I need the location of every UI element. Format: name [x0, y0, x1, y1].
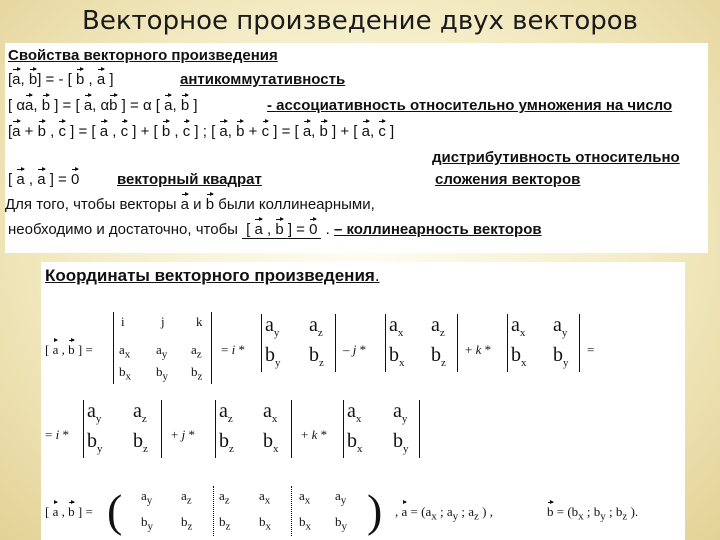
properties-panel	[5, 43, 708, 253]
vector-square-formula: [ a , a ] = 0	[8, 171, 80, 188]
slide-title: Векторное произведение двух векторов	[82, 6, 638, 36]
vector-a-coords: , $a = (a_x$ ; $a_y$ ; $a_z$ ) ,	[395, 504, 493, 523]
vector-square-label: векторный квадрат	[117, 171, 262, 188]
distributive-label-2: сложения векторов	[435, 171, 581, 188]
associative-label: - ассоциативность относительно умножения на число	[267, 97, 673, 114]
coordinates-heading: Координаты векторного произведения.	[45, 266, 380, 285]
collinear-condition-line2: необходимо и достаточно, чтобы [ a , b ] = 0 . – коллинеарность векторов	[8, 221, 542, 238]
associative-formula: [ αa, b ] = [ a, αb ] = α [ a, b ]	[8, 97, 198, 114]
anticommutative-label: антикоммутативность	[180, 71, 346, 88]
properties-heading: Свойства векторного произведения	[8, 47, 278, 64]
anticommutative-formula: [a, b] = - [ b , a ]	[8, 71, 114, 88]
vector-b-coords: $b = (b_x$ ; $b_y$ ; $b_z$ ).	[547, 504, 639, 523]
distributive-formula: [a + b , c ] = [ a , c ] + [ b , c ] ; [ a, b + c ] = [ a, b ] + [ a, c ]	[8, 123, 395, 140]
coordinates-panel: Координаты векторного произведения. [ a , b ] = i j k $a_x$ $a_y$ $a_z$ $b_x$ $b_y$ $b_z$ = i * $a_y$ $a_z$ $b_y$ $b_z$ – j * $a_x$ $a_z$ $b_x$ $b_z$ + k * $a_x$ $a_y$ $b_x$ $b_y$ = = i * $a_y$ $a_z$ $b_y$ $b_z$ + j * $a_z$ $a_x$ $b_z$ $b_x$ + k * $a_x$ $a_y$ $b_x$ $b_y$ [ a , b ] = ( $a_y$ $a_z$ $b_y$ $b_z$ $a_z$ $a_x$ $b_z$ $b_x$ $a_x$ $a_y$ $b_x$ $b_y$ ) , $a = (a_x$ ; $a_y$ ; $a_z$ ) , $b = (b_x$ ; $b_y$ ; $b_z$ ).	[41, 262, 685, 540]
collinear-condition-line1: Для того, чтобы векторы a и b были коллинеарными,	[5, 196, 375, 213]
cross-product-lhs: [ a , b ] =	[45, 342, 93, 357]
distributive-label-1: дистрибутивность относительно	[432, 149, 680, 166]
